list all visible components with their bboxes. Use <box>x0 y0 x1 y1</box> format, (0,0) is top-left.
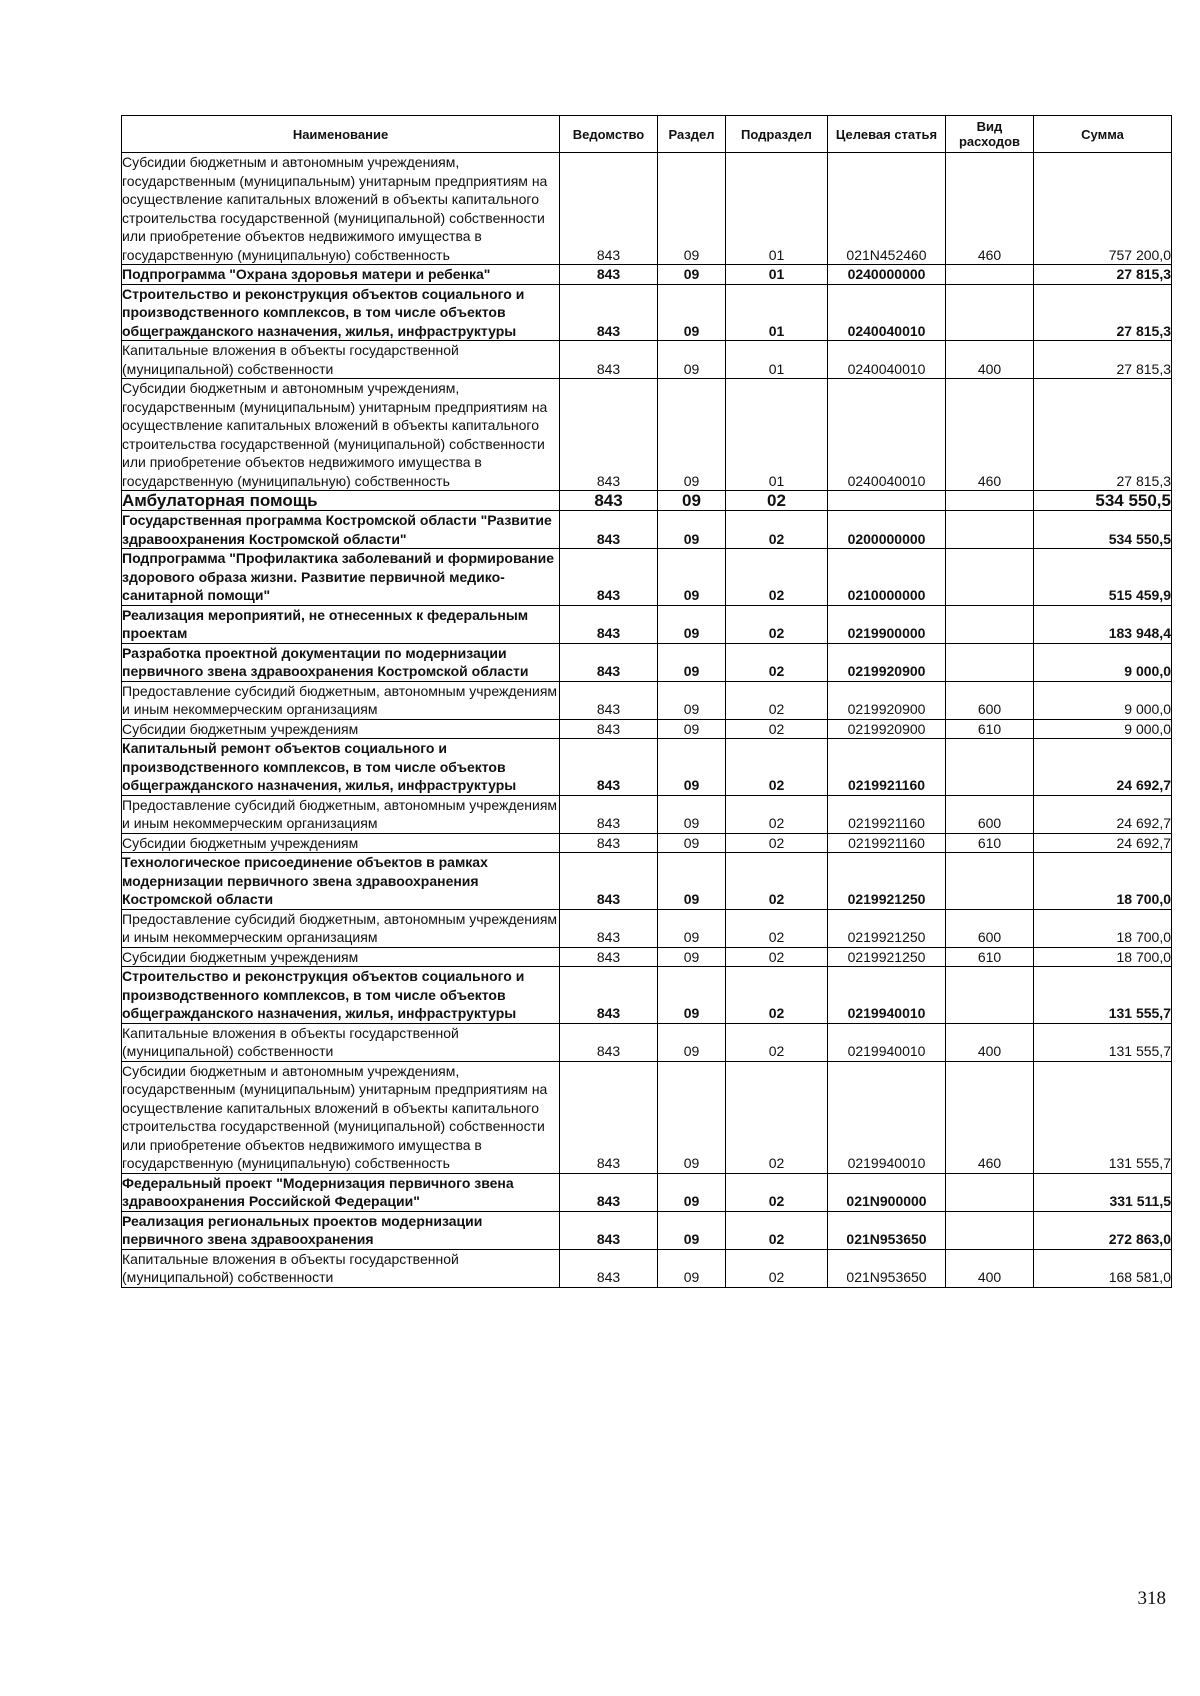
row-name: Капитальные вложения в объекты государственной (муниципальной) собственности <box>122 1023 560 1061</box>
row-razdel: 09 <box>658 153 726 265</box>
row-name: Субсидии бюджетным учреждениям <box>122 719 560 739</box>
row-vid-rashodov <box>946 265 1034 285</box>
table-row <box>122 549 1172 606</box>
table-row <box>122 739 1172 796</box>
row-celevaya-statya: 0200000000 <box>828 511 946 549</box>
table-row <box>122 853 1172 910</box>
row-summa: 534 550,5 <box>1034 491 1172 511</box>
row-summa: 9 000,0 <box>1034 719 1172 739</box>
row-vid-rashodov <box>946 1173 1034 1211</box>
row-celevaya-statya: 0219921250 <box>828 853 946 910</box>
row-vedomstvo: 843 <box>560 947 658 967</box>
row-razdel: 09 <box>658 1023 726 1061</box>
row-vedomstvo: 843 <box>560 549 658 606</box>
row-vedomstvo: 843 <box>560 491 658 511</box>
row-summa: 131 555,7 <box>1034 1023 1172 1061</box>
row-vedomstvo: 843 <box>560 379 658 491</box>
row-vedomstvo: 843 <box>560 153 658 265</box>
row-name: Субсидии бюджетным и автономным учреждениям, государственным (муниципальным) унитарным предприятиям на осуществление капитальных вложений в объекты капитального строительства государственной (муниципальной) собственности или приобретение объектов недвижимого имущества в государственную (муниципальную) собственность <box>122 379 560 491</box>
row-vid-rashodov <box>946 967 1034 1024</box>
table-body <box>122 153 1172 1288</box>
row-summa: 18 700,0 <box>1034 909 1172 947</box>
row-vid-rashodov <box>946 284 1034 341</box>
row-razdel: 09 <box>658 947 726 967</box>
row-summa: 18 700,0 <box>1034 853 1172 910</box>
row-name: Субсидии бюджетным и автономным учреждениям, государственным (муниципальным) унитарным предприятиям на осуществление капитальных вложений в объекты капитального строительства государственной (муниципальной) собственности или приобретение объектов недвижимого имущества в государственную (муниципальную) собственность <box>122 153 560 265</box>
row-celevaya-statya: 0240040010 <box>828 284 946 341</box>
row-podrazdel: 02 <box>726 605 828 643</box>
row-vid-rashodov <box>946 739 1034 796</box>
row-podrazdel: 02 <box>726 947 828 967</box>
row-summa: 18 700,0 <box>1034 947 1172 967</box>
row-vid-rashodov <box>946 605 1034 643</box>
row-vid-rashodov: 460 <box>946 379 1034 491</box>
table-row <box>122 1023 1172 1061</box>
row-celevaya-statya: 021N900000 <box>828 1173 946 1211</box>
row-vid-rashodov <box>946 643 1034 681</box>
row-celevaya-statya: 0219921160 <box>828 833 946 853</box>
row-vid-rashodov: 610 <box>946 947 1034 967</box>
row-razdel: 09 <box>658 909 726 947</box>
row-razdel: 09 <box>658 643 726 681</box>
row-podrazdel: 02 <box>726 1173 828 1211</box>
row-name: Технологическое присоединение объектов в рамках модернизации первичного звена здравоохранения Костромской области <box>122 853 560 910</box>
row-celevaya-statya <box>828 491 946 511</box>
row-vedomstvo: 843 <box>560 853 658 910</box>
row-podrazdel: 02 <box>726 511 828 549</box>
row-vid-rashodov: 600 <box>946 795 1034 833</box>
row-name: Капитальный ремонт объектов социального и производственного комплексов, в том числе объектов общегражданского назначения, жилья, инфраструктуры <box>122 739 560 796</box>
row-razdel: 09 <box>658 833 726 853</box>
row-razdel: 09 <box>658 1211 726 1249</box>
table-row <box>122 379 1172 491</box>
row-vedomstvo: 843 <box>560 967 658 1024</box>
row-name: Федеральный проект "Модернизация первичного звена здравоохранения Российской Федерации" <box>122 1173 560 1211</box>
row-razdel: 09 <box>658 379 726 491</box>
row-summa: 27 815,3 <box>1034 284 1172 341</box>
row-vedomstvo: 843 <box>560 795 658 833</box>
table-row <box>122 265 1172 285</box>
row-summa: 131 555,7 <box>1034 967 1172 1024</box>
row-razdel: 09 <box>658 284 726 341</box>
row-vid-rashodov: 460 <box>946 1061 1034 1173</box>
row-razdel: 09 <box>658 491 726 511</box>
row-summa: 168 581,0 <box>1034 1249 1172 1287</box>
row-razdel: 09 <box>658 1173 726 1211</box>
row-vid-rashodov: 400 <box>946 341 1034 379</box>
row-name: Реализация мероприятий, не отнесенных к федеральным проектам <box>122 605 560 643</box>
row-summa: 534 550,5 <box>1034 511 1172 549</box>
row-razdel: 09 <box>658 605 726 643</box>
row-name: Подпрограмма "Охрана здоровья матери и ребенка" <box>122 265 560 285</box>
row-celevaya-statya: 0219921160 <box>828 739 946 796</box>
row-celevaya-statya: 0219920900 <box>828 719 946 739</box>
table-row <box>122 511 1172 549</box>
row-name: Государственная программа Костромской области "Развитие здравоохранения Костромской области" <box>122 511 560 549</box>
budget-table-sheet <box>121 115 1171 1288</box>
row-podrazdel: 01 <box>726 153 828 265</box>
row-vedomstvo: 843 <box>560 719 658 739</box>
row-razdel: 09 <box>658 853 726 910</box>
table-row <box>122 1211 1172 1249</box>
row-podrazdel: 02 <box>726 549 828 606</box>
row-celevaya-statya: 0240000000 <box>828 265 946 285</box>
row-razdel: 09 <box>658 1061 726 1173</box>
row-vedomstvo: 843 <box>560 681 658 719</box>
row-razdel: 09 <box>658 265 726 285</box>
row-celevaya-statya: 0240040010 <box>828 341 946 379</box>
row-name: Разработка проектной документации по модернизации первичного звена здравоохранения Костромской области <box>122 643 560 681</box>
header-podrazdel: Подраздел <box>726 116 828 153</box>
row-razdel: 09 <box>658 795 726 833</box>
table-row <box>122 681 1172 719</box>
row-razdel: 09 <box>658 719 726 739</box>
row-razdel: 09 <box>658 549 726 606</box>
row-podrazdel: 02 <box>726 967 828 1024</box>
row-podrazdel: 02 <box>726 643 828 681</box>
row-podrazdel: 02 <box>726 833 828 853</box>
row-summa: 757 200,0 <box>1034 153 1172 265</box>
table-row <box>122 719 1172 739</box>
row-vid-rashodov <box>946 491 1034 511</box>
row-celevaya-statya: 0219921250 <box>828 909 946 947</box>
row-summa: 27 815,3 <box>1034 379 1172 491</box>
row-name: Амбулаторная помощь <box>122 491 560 511</box>
table-header-row <box>122 116 1172 153</box>
row-summa: 272 863,0 <box>1034 1211 1172 1249</box>
row-vedomstvo: 843 <box>560 511 658 549</box>
row-celevaya-statya: 0219921160 <box>828 795 946 833</box>
row-celevaya-statya: 0240040010 <box>828 379 946 491</box>
header-name: Наименование <box>122 116 560 153</box>
row-vedomstvo: 843 <box>560 909 658 947</box>
row-name: Предоставление субсидий бюджетным, автономным учреждениям и иным некоммерческим организациям <box>122 909 560 947</box>
table-row <box>122 833 1172 853</box>
row-vid-rashodov <box>946 853 1034 910</box>
row-podrazdel: 02 <box>726 739 828 796</box>
row-podrazdel: 01 <box>726 265 828 285</box>
row-vedomstvo: 843 <box>560 1173 658 1211</box>
row-summa: 24 692,7 <box>1034 795 1172 833</box>
row-podrazdel: 01 <box>726 341 828 379</box>
row-podrazdel: 02 <box>726 681 828 719</box>
page-number: 318 <box>1137 1588 1166 1609</box>
row-podrazdel: 01 <box>726 284 828 341</box>
row-vid-rashodov: 610 <box>946 719 1034 739</box>
row-celevaya-statya: 021N953650 <box>828 1211 946 1249</box>
table-row <box>122 605 1172 643</box>
row-name: Субсидии бюджетным и автономным учреждениям, государственным (муниципальным) унитарным предприятиям на осуществление капитальных вложений в объекты капитального строительства государственной (муниципальной) собственности или приобретение объектов недвижимого имущества в государственную (муниципальную) собственность <box>122 1061 560 1173</box>
table-row <box>122 909 1172 947</box>
row-podrazdel: 02 <box>726 853 828 910</box>
row-celevaya-statya: 0219940010 <box>828 1061 946 1173</box>
row-vid-rashodov <box>946 511 1034 549</box>
table-row <box>122 967 1172 1024</box>
row-celevaya-statya: 0219921250 <box>828 947 946 967</box>
row-vid-rashodov: 460 <box>946 153 1034 265</box>
row-summa: 331 511,5 <box>1034 1173 1172 1211</box>
row-razdel: 09 <box>658 967 726 1024</box>
row-vid-rashodov <box>946 1211 1034 1249</box>
row-celevaya-statya: 0219940010 <box>828 1023 946 1061</box>
table-row <box>122 643 1172 681</box>
row-summa: 515 459,9 <box>1034 549 1172 606</box>
row-name: Строительство и реконструкция объектов социального и производственного комплексов, в том числе объектов общегражданского назначения, жилья, инфраструктуры <box>122 284 560 341</box>
row-name: Строительство и реконструкция объектов социального и производственного комплексов, в том числе объектов общегражданского назначения, жилья, инфраструктуры <box>122 967 560 1024</box>
row-celevaya-statya: 0219940010 <box>828 967 946 1024</box>
row-vid-rashodov: 400 <box>946 1249 1034 1287</box>
row-podrazdel: 02 <box>726 719 828 739</box>
table-row <box>122 153 1172 265</box>
header-summa: Сумма <box>1034 116 1172 153</box>
row-celevaya-statya: 0219920900 <box>828 681 946 719</box>
table-row <box>122 1061 1172 1173</box>
table-row <box>122 1173 1172 1211</box>
row-name: Подпрограмма "Профилактика заболеваний и формирование здорового образа жизни. Развитие первичной медико-санитарной помощи" <box>122 549 560 606</box>
row-summa: 131 555,7 <box>1034 1061 1172 1173</box>
table-row <box>122 1249 1172 1287</box>
row-vedomstvo: 843 <box>560 605 658 643</box>
header-vid-rashodov: Вид расходов <box>946 116 1034 153</box>
row-vid-rashodov: 600 <box>946 909 1034 947</box>
table-row <box>122 341 1172 379</box>
row-name: Реализация региональных проектов модернизации первичного звена здравоохранения <box>122 1211 560 1249</box>
row-celevaya-statya: 0219900000 <box>828 605 946 643</box>
row-razdel: 09 <box>658 739 726 796</box>
row-razdel: 09 <box>658 341 726 379</box>
row-name: Субсидии бюджетным учреждениям <box>122 947 560 967</box>
row-razdel: 09 <box>658 681 726 719</box>
row-vid-rashodov: 610 <box>946 833 1034 853</box>
row-podrazdel: 02 <box>726 1061 828 1173</box>
row-vedomstvo: 843 <box>560 643 658 681</box>
row-vedomstvo: 843 <box>560 1061 658 1173</box>
table-row <box>122 947 1172 967</box>
row-summa: 24 692,7 <box>1034 833 1172 853</box>
row-celevaya-statya: 0219920900 <box>828 643 946 681</box>
row-podrazdel: 02 <box>726 909 828 947</box>
budget-table <box>121 115 1172 1288</box>
table-row <box>122 491 1172 511</box>
header-razdel: Раздел <box>658 116 726 153</box>
row-vedomstvo: 843 <box>560 284 658 341</box>
row-celevaya-statya: 0210000000 <box>828 549 946 606</box>
row-summa: 9 000,0 <box>1034 681 1172 719</box>
row-vedomstvo: 843 <box>560 1023 658 1061</box>
row-podrazdel: 02 <box>726 795 828 833</box>
row-vid-rashodov: 600 <box>946 681 1034 719</box>
row-razdel: 09 <box>658 1249 726 1287</box>
row-summa: 27 815,3 <box>1034 341 1172 379</box>
row-podrazdel: 02 <box>726 1023 828 1061</box>
row-vedomstvo: 843 <box>560 739 658 796</box>
row-vedomstvo: 843 <box>560 341 658 379</box>
row-vedomstvo: 843 <box>560 1211 658 1249</box>
row-summa: 27 815,3 <box>1034 265 1172 285</box>
row-name: Предоставление субсидий бюджетным, автономным учреждениям и иным некоммерческим организациям <box>122 795 560 833</box>
row-name: Предоставление субсидий бюджетным, автономным учреждениям и иным некоммерческим организациям <box>122 681 560 719</box>
header-vedomstvo: Ведомство <box>560 116 658 153</box>
table-row <box>122 795 1172 833</box>
row-vedomstvo: 843 <box>560 833 658 853</box>
header-celevaya-statya: Целевая статья <box>828 116 946 153</box>
row-podrazdel: 02 <box>726 491 828 511</box>
row-name: Капитальные вложения в объекты государственной (муниципальной) собственности <box>122 341 560 379</box>
row-vid-rashodov <box>946 549 1034 606</box>
row-podrazdel: 02 <box>726 1211 828 1249</box>
row-celevaya-statya: 021N452460 <box>828 153 946 265</box>
row-razdel: 09 <box>658 511 726 549</box>
row-celevaya-statya: 021N953650 <box>828 1249 946 1287</box>
row-vedomstvo: 843 <box>560 265 658 285</box>
table-row <box>122 284 1172 341</box>
row-summa: 24 692,7 <box>1034 739 1172 796</box>
row-name: Капитальные вложения в объекты государственной (муниципальной) собственности <box>122 1249 560 1287</box>
row-podrazdel: 02 <box>726 1249 828 1287</box>
row-vedomstvo: 843 <box>560 1249 658 1287</box>
row-summa: 183 948,4 <box>1034 605 1172 643</box>
row-summa: 9 000,0 <box>1034 643 1172 681</box>
row-name: Субсидии бюджетным учреждениям <box>122 833 560 853</box>
row-vid-rashodov: 400 <box>946 1023 1034 1061</box>
row-podrazdel: 01 <box>726 379 828 491</box>
